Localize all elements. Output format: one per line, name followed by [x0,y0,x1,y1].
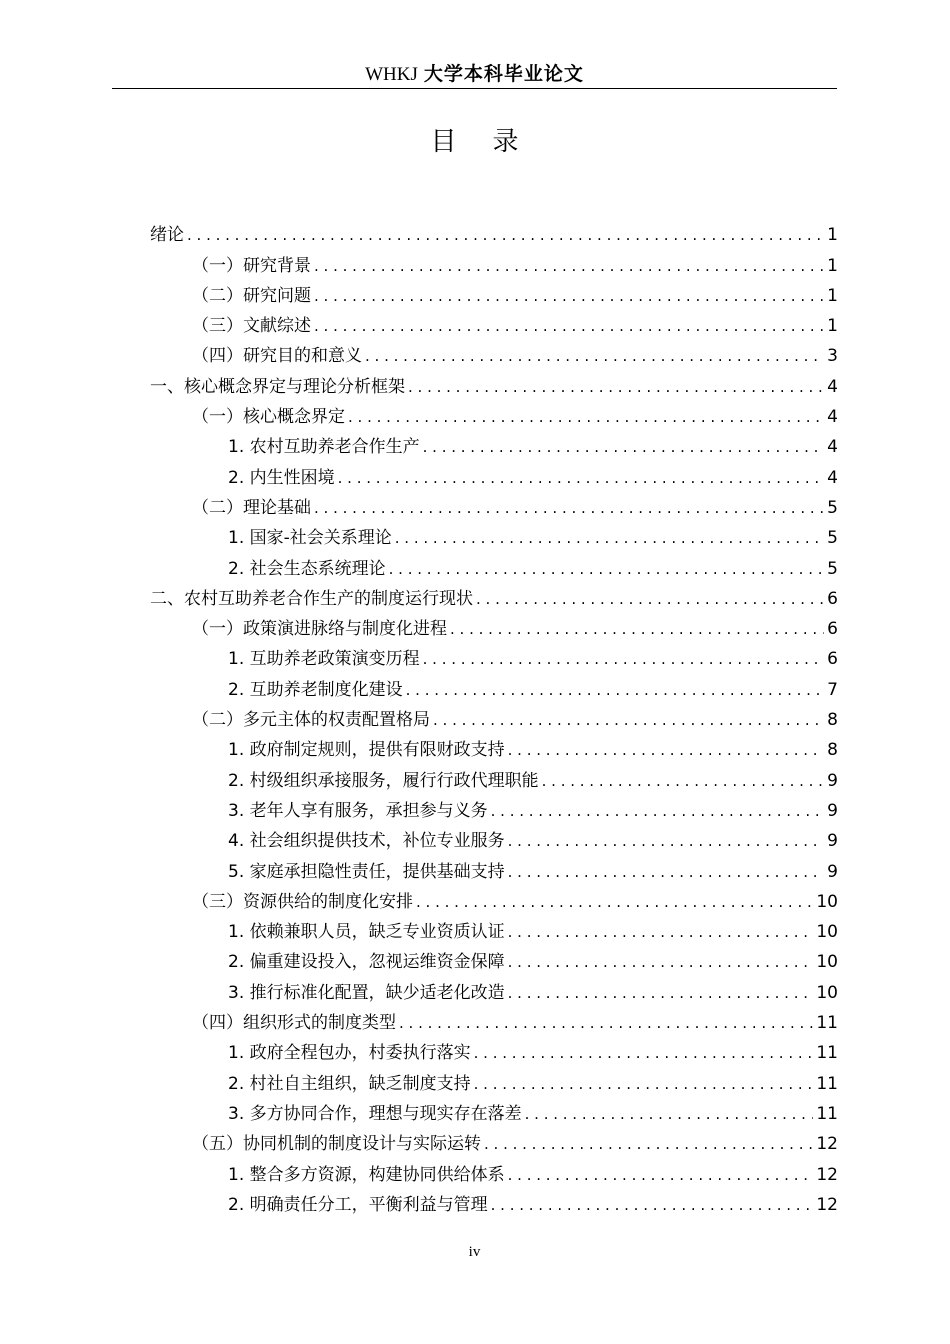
dot-leader [314,497,824,519]
toc-entry-label: 3. 推行标准化配置，缺少适老化改造 [228,982,505,1003]
toc-entry[interactable] [150,701,838,731]
dot-leader [476,588,824,610]
dot-leader [508,830,825,852]
toc-entry-label: 二、农村互助养老合作生产的制度运行现状 [150,588,473,609]
header-rule [112,88,837,89]
toc-entry-label: （四）组织形式的制度类型 [192,1013,396,1034]
dot-leader [395,527,824,549]
header-title: 大学本科毕业论文 [423,63,584,85]
toc-entry[interactable] [150,731,838,761]
toc-entry-page: 5 [827,497,838,518]
toc-entry-label: （一）政策演进脉络与制度化进程 [192,619,447,640]
toc-entry-page: 4 [827,467,838,488]
toc-entry[interactable] [150,549,838,579]
toc-entry[interactable] [150,883,838,913]
toc-entry-label: 1. 互助养老政策演变历程 [228,649,420,670]
toc-entry-label: 5. 家庭承担隐性责任，提供基础支持 [228,861,505,882]
table-of-contents [150,216,838,1216]
toc-entry[interactable] [150,1186,838,1216]
toc-entry-label: 2. 明确责任分工，平衡利益与管理 [228,1194,488,1215]
toc-entry[interactable] [150,792,838,822]
toc-entry[interactable] [150,1095,838,1125]
toc-entry-page: 6 [827,649,838,670]
toc-entry-label: 2. 社会生态系统理论 [228,558,386,579]
toc-entry-page: 1 [827,255,838,276]
toc-entry-label: 1. 政府全程包办，村委执行落实 [228,1043,471,1064]
toc-entry-label: 2. 村级组织承接服务，履行行政代理职能 [228,770,539,791]
dot-leader [542,770,825,792]
toc-entry[interactable] [150,761,838,791]
toc-entry-label: （一）研究背景 [192,255,311,276]
dot-leader [365,345,824,367]
toc-entry-page: 4 [827,376,838,397]
toc-entry-page: 6 [827,588,838,609]
toc-entry[interactable] [150,822,838,852]
toc-entry-page: 3 [827,346,838,367]
toc-entry-page: 5 [827,528,838,549]
toc-entry[interactable] [150,913,838,943]
dot-leader [491,1194,814,1216]
toc-title: 目录 [430,127,555,157]
toc-entry[interactable] [150,398,838,428]
dot-leader [423,648,825,670]
dot-leader [491,800,825,822]
dot-leader [408,376,824,398]
dot-leader [508,1164,814,1186]
toc-entry[interactable] [150,277,838,307]
toc-entry-page: 11 [816,1013,838,1034]
page-number: iv [468,1244,481,1260]
toc-entry[interactable] [150,519,838,549]
toc-entry-label: 一、核心概念界定与理论分析框架 [150,376,405,397]
dot-leader [187,224,824,246]
toc-entry[interactable] [150,489,838,519]
toc-entry-page: 8 [827,740,838,761]
dot-leader [416,891,813,913]
toc-entry-page: 12 [816,1134,838,1155]
toc-entry-label: （三）文献综述 [192,316,311,337]
toc-entry[interactable] [150,640,838,670]
toc-entry-label: 2. 村社自主组织，缺乏制度支持 [228,1073,471,1094]
toc-entry-label: （五）协同机制的制度设计与实际运转 [192,1134,481,1155]
dot-leader [508,739,825,761]
toc-entry-page: 11 [816,1043,838,1064]
dot-leader [508,921,814,943]
running-header [112,60,837,88]
dot-leader [314,315,824,337]
dot-leader [474,1042,814,1064]
toc-entry[interactable] [150,580,838,610]
dot-leader [474,1073,814,1095]
toc-entry[interactable] [150,943,838,973]
toc-entry-label: 4. 社会组织提供技术，补位专业服务 [228,831,505,852]
toc-entry-page: 4 [827,407,838,428]
toc-entry-label: 1. 农村互助养老合作生产 [228,437,420,458]
toc-entry[interactable] [150,246,838,276]
dot-leader [389,558,825,580]
toc-entry[interactable] [150,1034,838,1064]
dot-leader [399,1012,813,1034]
toc-entry-page: 1 [827,285,838,306]
toc-entry-page: 6 [827,619,838,640]
toc-entry[interactable] [150,670,838,700]
toc-entry-page: 10 [816,891,838,912]
toc-entry-page: 5 [827,558,838,579]
dot-leader [525,1103,814,1125]
toc-entry-label: 2. 内生性困境 [228,467,335,488]
toc-entry[interactable] [150,307,838,337]
toc-entry-label: 绪论 [150,225,184,246]
toc-entry-label: 2. 互助养老制度化建设 [228,679,403,700]
dot-leader [433,709,824,731]
toc-entry[interactable] [150,1155,838,1185]
toc-entry[interactable] [150,216,838,246]
toc-entry[interactable] [150,1064,838,1094]
toc-entry-page: 11 [816,1073,838,1094]
toc-entry-label: 2. 偏重建设投入，忽视运维资金保障 [228,952,505,973]
dot-leader [508,951,814,973]
toc-entry[interactable] [150,610,838,640]
toc-entry-page: 12 [816,1194,838,1215]
toc-entry-label: 3. 多方协同合作，理想与现实存在落差 [228,1103,522,1124]
dot-leader [338,467,825,489]
toc-entry-label: 1. 国家-社会关系理论 [228,528,392,549]
toc-entry-page: 9 [827,831,838,852]
dot-leader [484,1133,813,1155]
toc-entry[interactable] [150,337,838,367]
toc-entry-label: （一）核心概念界定 [192,407,345,428]
toc-entry-label: （二）研究问题 [192,285,311,306]
toc-entry-label: 3. 老年人享有服务，承担参与义务 [228,800,488,821]
toc-entry-label: 1. 整合多方资源，构建协同供给体系 [228,1164,505,1185]
toc-entry-label: 1. 政府制定规则，提供有限财政支持 [228,740,505,761]
dot-leader [508,982,814,1004]
header-latin: WHKJ [365,64,418,85]
toc-entry-page: 1 [827,225,838,246]
toc-entry-label: （三）资源供给的制度化安排 [192,891,413,912]
toc-entry-page: 9 [827,770,838,791]
toc-entry-page: 9 [827,861,838,882]
dot-leader [508,861,825,883]
toc-entry-page: 10 [816,922,838,943]
toc-entry[interactable] [150,852,838,882]
toc-entry-page: 11 [816,1103,838,1124]
dot-leader [314,285,824,307]
toc-entry-page: 10 [816,952,838,973]
toc-entry-page: 4 [827,437,838,458]
toc-entry[interactable] [150,1004,838,1034]
toc-entry-page: 1 [827,316,838,337]
dot-leader [423,436,825,458]
toc-entry-page: 7 [827,679,838,700]
toc-entry-label: （二）多元主体的权责配置格局 [192,710,430,731]
toc-entry[interactable] [150,458,838,488]
toc-entry[interactable] [150,1125,838,1155]
toc-entry-page: 10 [816,982,838,1003]
toc-entry[interactable] [150,973,838,1003]
toc-entry[interactable] [150,428,838,458]
dot-leader [348,406,824,428]
dot-leader [406,679,825,701]
toc-entry-label: （四）研究目的和意义 [192,346,362,367]
dot-leader [450,618,824,640]
toc-entry-label: （二）理论基础 [192,497,311,518]
toc-entry-page: 8 [827,710,838,731]
toc-entry[interactable] [150,367,838,397]
toc-entry-label: 1. 依赖兼职人员，缺乏专业资质认证 [228,922,505,943]
dot-leader [314,255,824,277]
toc-entry-page: 9 [827,800,838,821]
toc-entry-page: 12 [816,1164,838,1185]
